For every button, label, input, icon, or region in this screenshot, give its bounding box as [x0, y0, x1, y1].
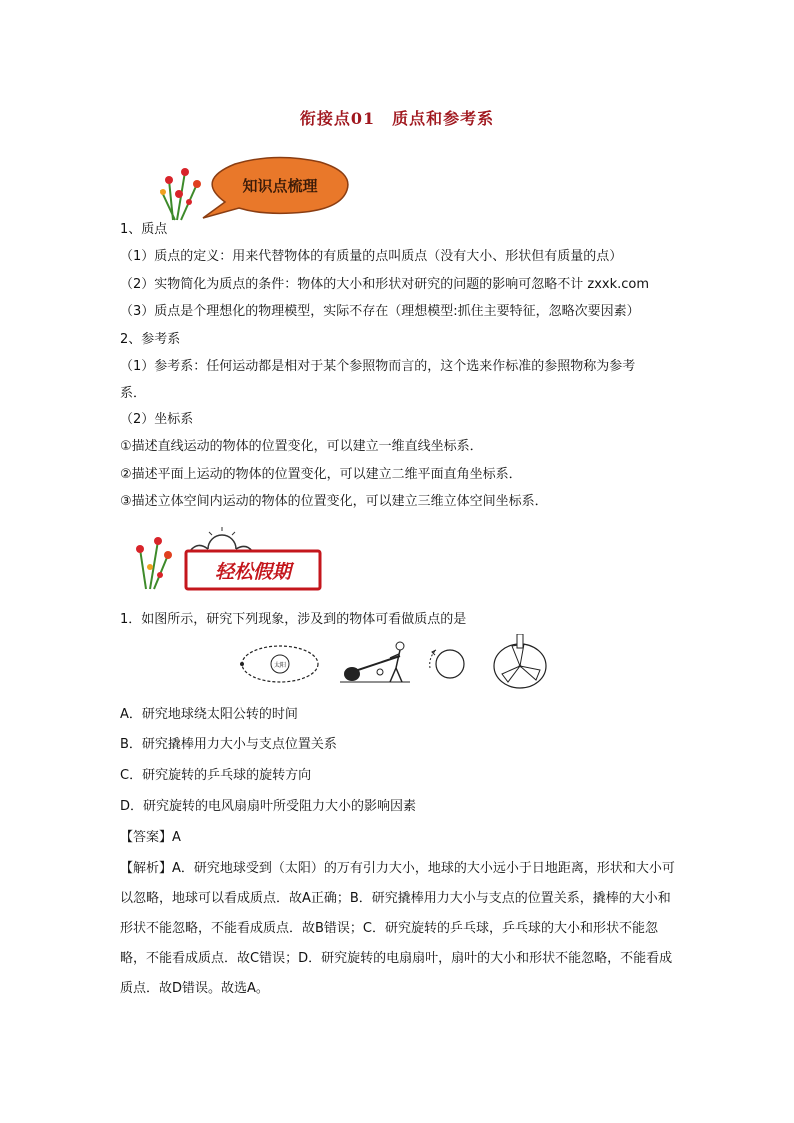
- sun-icon: [208, 527, 236, 549]
- knowledge-line: ①描述直线运动的物体的位置变化，可以建立一维直线坐标系．: [120, 439, 483, 454]
- flower-icon: [136, 537, 172, 589]
- banner2-label: 轻松假期: [214, 561, 292, 583]
- orbit-figure: [240, 646, 318, 682]
- option-c: C．研究旋转的乒乓球的旋转方向: [120, 768, 312, 783]
- question-stem: 1．如图所示，研究下列现象，涉及到的物体可看做质点的是: [120, 612, 467, 627]
- knowledge-line: （2）实物简化为质点的条件：物体的大小和形状对研究的问题的影响可忽略不计 zxxk.com: [120, 277, 650, 292]
- page-title: 衔接点01 质点和参考系: [299, 109, 495, 128]
- lever-figure: [340, 642, 410, 682]
- option-b: B．研究撬棒用力大小与支点位置关系: [120, 737, 337, 752]
- option-a: A．研究地球绕太阳公转的时间: [120, 707, 298, 722]
- holiday-banner: [128, 527, 328, 597]
- knowledge-line: ②描述平面上运动的物体的位置变化，可以建立二维平面直角坐标系．: [120, 467, 522, 482]
- knowledge-line: （3）质点是个理想化的物理模型，实际不存在（理想模型:抓住主要特征，忽略次要因素）: [120, 304, 640, 319]
- answer: 【答案】A: [120, 830, 181, 845]
- analysis: 【解析】A．研究地球受到（太阳）的万有引力大小，地球的大小远小于日地距离，形状和大小可以忽略，地球可以看成质点．故A正确；B．研究撬棒用力大小与支点的位置关系，撬棒的大小和形状不能忽略，不能看成质点．故B错误；C．研究旋转的乒乓球，乒乓球的大小和形状不能忽略，不能看成质点．故C错误；D．研究旋转的电扇扇叶，扇叶的大小和形状不能忽略，不能看成质点．故D错误。故选A。: [120, 861, 675, 996]
- knowledge-line: （2）坐标系: [120, 412, 194, 427]
- knowledge-banner: [155, 150, 355, 232]
- option-d: D．研究旋转的电风扇扇叶所受阻力大小的影响因素: [120, 799, 417, 814]
- fan-figure: [494, 634, 546, 688]
- knowledge-line: （1）质点的定义：用来代替物体的有质量的点叫质点（没有大小、形状但有质量的点）: [120, 249, 623, 264]
- flower-icon: [160, 168, 201, 220]
- sun-label: 太阳: [273, 662, 287, 669]
- pingpong-figure: [430, 650, 464, 678]
- knowledge-line: 1、质点: [120, 222, 168, 237]
- knowledge-line: 2、参考系: [120, 332, 181, 347]
- banner1-label: 知识点梳理: [242, 177, 318, 195]
- question-figure: [240, 634, 550, 694]
- knowledge-line: （1）参考系：任何运动都是相对于某个参照物而言的，这个选来作标准的参照物称为参考: [120, 359, 636, 374]
- knowledge-line: ③描述立体空间内运动的物体的位置变化，可以建立三维立体空间坐标系．: [120, 494, 548, 509]
- knowledge-line: 系．: [120, 386, 147, 401]
